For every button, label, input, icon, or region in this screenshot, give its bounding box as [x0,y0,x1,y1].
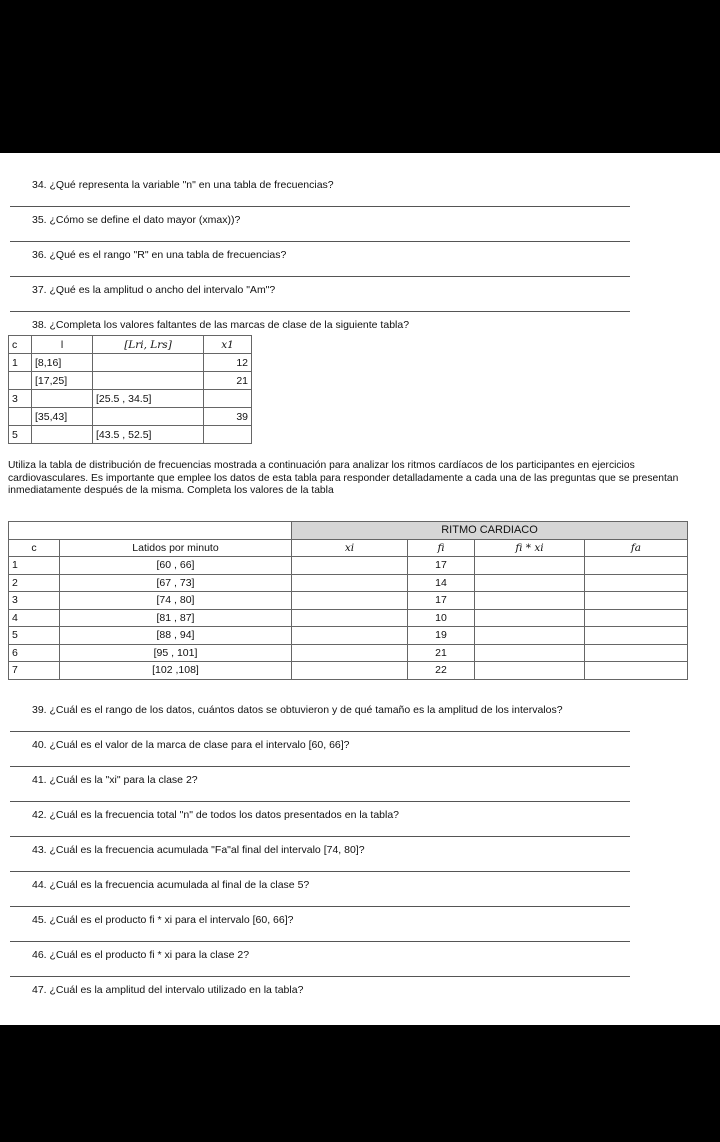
cell: 5 [9,627,60,645]
cell: [60 , 66] [60,557,292,575]
question-36: 36. ¿Qué es el rango "R" en una tabla de frecuencias? [32,249,287,261]
question-41: 41. ¿Cuál es la "xi" para la clase 2? [32,774,198,786]
cell [93,354,204,372]
cell [204,390,252,408]
table-row [9,592,688,610]
cell: [81 , 87] [60,609,292,627]
header-c: c [9,539,60,557]
cell [32,426,93,444]
cell: 6 [9,644,60,662]
cell: 22 [408,662,475,680]
table-title-row [9,522,688,540]
answer-line [10,801,630,802]
header-x1: x1 [204,336,252,354]
cell [292,557,408,575]
answer-line [10,941,630,942]
header-fa: fa [585,539,688,557]
table-row [9,627,688,645]
worksheet-page [0,153,720,1025]
cell: 3 [9,592,60,610]
cell: [67 , 73] [60,574,292,592]
table-row [9,390,252,408]
cell: 17 [408,592,475,610]
cell [93,408,204,426]
cell: [35,43] [32,408,93,426]
cell [9,372,32,390]
cell: 2 [9,574,60,592]
table-row [9,609,688,627]
answer-line [10,976,630,977]
question-43: 43. ¿Cuál es la frecuencia acumulada "Fa"al final del intervalo [74, 80]? [32,844,365,856]
cell: 1 [9,557,60,575]
table-header-row [9,539,688,557]
cell [585,557,688,575]
answer-line [10,836,630,837]
answer-line [10,766,630,767]
question-42: 42. ¿Cuál es la frecuencia total "n" de todos los datos presentados en la tabla? [32,809,400,821]
table-row [9,662,688,680]
cell: 3 [9,390,32,408]
question-35: 35. ¿Cómo se define el dato mayor (xmax))? [32,214,241,226]
heart-rate-table [8,521,688,680]
table-header-row [9,336,252,354]
question-34: 34. ¿Qué representa la variable "n" en una tabla de frecuencias? [32,179,334,191]
question-40: 40. ¿Cuál es el valor de la marca de clase para el intervalo [60, 66]? [32,739,350,751]
answer-line [10,276,630,277]
table-row [9,408,252,426]
question-44: 44. ¿Cuál es la frecuencia acumulada al final de la clase 5? [32,879,310,891]
question-46: 46. ¿Cuál es el producto fi * xi para la clase 2? [32,949,250,961]
header-fi: fi [408,539,475,557]
cell: 39 [204,408,252,426]
cell [475,557,585,575]
cell [475,574,585,592]
table-row [9,557,688,575]
cell: [25.5 , 34.5] [93,390,204,408]
cell: 1 [9,354,32,372]
question-39: 39. ¿Cuál es el rango de los datos, cuántos datos se obtuvieron y de qué tamaño es la amplitud de los intervalos? [32,704,563,716]
cell [292,574,408,592]
answer-line [10,871,630,872]
table-row [9,426,252,444]
cell [585,662,688,680]
cell [475,627,585,645]
cell [93,372,204,390]
cell: 4 [9,609,60,627]
cell [475,609,585,627]
question-45: 45. ¿Cuál es el producto fi * xi para el intervalo [60, 66]? [32,914,294,926]
question-37: 37. ¿Qué es la amplitud o ancho del intervalo "Am"? [32,284,276,296]
cell [9,408,32,426]
cell: [8,16] [32,354,93,372]
cell: [17,25] [32,372,93,390]
answer-line [10,241,630,242]
answer-line [10,906,630,907]
cell [292,644,408,662]
cell: 5 [9,426,32,444]
header-xi: xi [292,539,408,557]
header-fixi: fi * xi [475,539,585,557]
table-row [9,574,688,592]
question-47: 47. ¿Cuál es la amplitud del intervalo utilizado en la tabla? [32,984,304,996]
cell [292,592,408,610]
intro-paragraph: Utiliza la tabla de distribución de frecuencias mostrada a continuación para analizar los ritmos cardíacos de los participantes en ejercicios cardiovasculares. Es importante que emplee los datos de esta tabla para responder detalladamente a cada una de las preguntas que se presentan inmediatamente después de la misma. Completa los valores de la tabla [8,460,679,496]
cell: 7 [9,662,60,680]
header-latidos: Latidos por minuto [60,539,292,557]
header-c: c [9,336,32,354]
cell: [74 , 80] [60,592,292,610]
cell: 17 [408,557,475,575]
table-row [9,372,252,390]
answer-line [10,731,630,732]
cell [292,609,408,627]
answer-line [10,311,630,312]
cell: 14 [408,574,475,592]
cell [475,662,585,680]
cell [475,592,585,610]
cell [585,574,688,592]
header-lr: [Lri, Lrs] [93,336,204,354]
cell [292,662,408,680]
cell: 21 [204,372,252,390]
cell [204,426,252,444]
cell [32,390,93,408]
cell: [43.5 , 52.5] [93,426,204,444]
cell: 19 [408,627,475,645]
cell: 21 [408,644,475,662]
cell: [88 , 94] [60,627,292,645]
header-l: l [32,336,93,354]
table-title: RITMO CARDIACO [292,522,688,540]
table-row [9,354,252,372]
answer-line [10,206,630,207]
cell [292,627,408,645]
cell [585,609,688,627]
cell [585,627,688,645]
cell: 10 [408,609,475,627]
cell [585,644,688,662]
class-marks-table [8,335,252,444]
cell [475,644,585,662]
table-row [9,644,688,662]
question-38: 38. ¿Completa los valores faltantes de las marcas de clase de la siguiente tabla? [32,319,410,331]
cell: [95 , 101] [60,644,292,662]
cell: 12 [204,354,252,372]
cell: [102 ,108] [60,662,292,680]
cell [585,592,688,610]
